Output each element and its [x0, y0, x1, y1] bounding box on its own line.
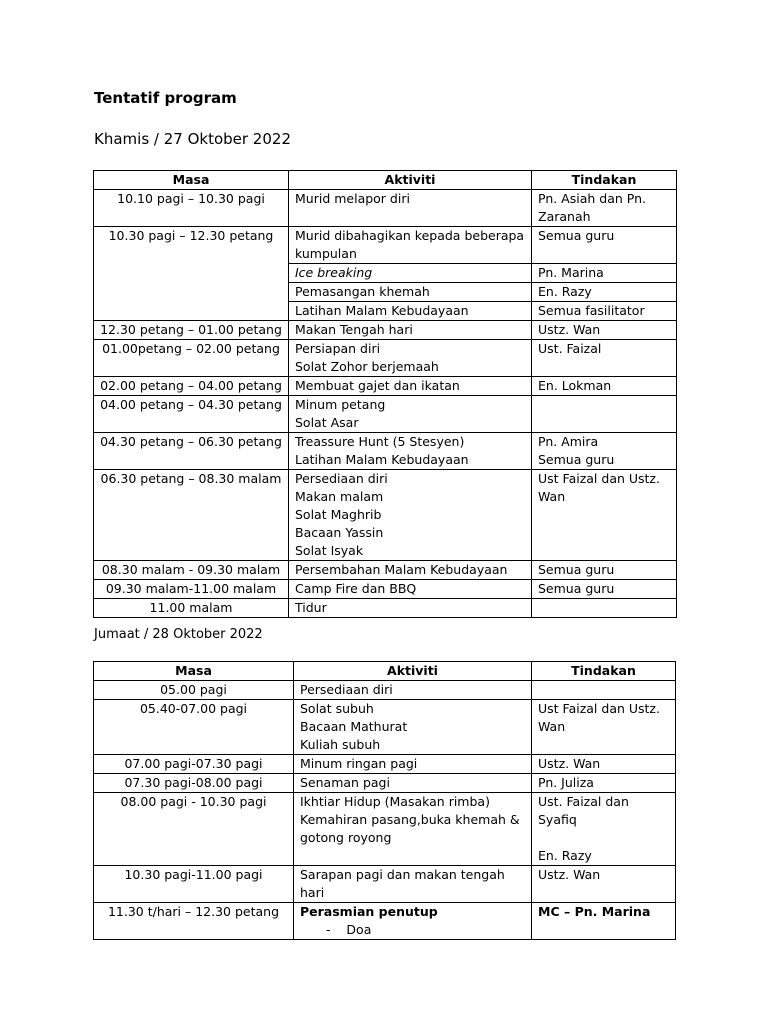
masa-cell: 11.00 malam: [94, 599, 289, 618]
aktiviti-cell: Sarapan pagi dan makan tengah hari: [294, 866, 532, 903]
aktiviti-cell: Persembahan Malam Kebudayaan: [289, 561, 532, 580]
dash-bullet: -: [326, 922, 331, 937]
spacer: [538, 829, 669, 847]
aktiviti-line: Bacaan Mathurat: [300, 719, 408, 734]
aktiviti-cell: Camp Fire dan BBQ: [289, 580, 532, 599]
table-row: [94, 433, 677, 470]
table-row: [94, 700, 676, 755]
table-row: [94, 793, 676, 866]
table-row: [94, 340, 677, 377]
aktiviti-cell: Tidur: [289, 599, 532, 618]
aktiviti-cell: [289, 396, 532, 433]
tindakan-cell: Ustz. Wan: [532, 755, 676, 774]
masa-cell: 07.30 pagi-08.00 pagi: [94, 774, 294, 793]
aktiviti-line: Persiapan diri: [295, 341, 381, 356]
header-masa: Masa: [94, 662, 294, 681]
tindakan-cell: Ustz. Wan: [532, 866, 676, 903]
aktiviti-cell: Latihan Malam Kebudayaan: [289, 302, 532, 321]
aktiviti-line: Ikhtiar Hidup (Masakan rimba): [300, 794, 490, 809]
masa-cell: 11.30 t/hari – 12.30 petang: [94, 903, 294, 940]
aktiviti-cell: [294, 903, 532, 940]
tindakan-cell: [532, 433, 677, 470]
header-tindakan: Tindakan: [532, 171, 677, 190]
table-row: [94, 561, 677, 580]
tindakan-cell: MC – Pn. Marina: [532, 903, 676, 940]
header-tindakan: Tindakan: [532, 662, 676, 681]
masa-cell: 10.30 pagi-11.00 pagi: [94, 866, 294, 903]
tindakan-cell: [532, 396, 677, 433]
day1-schedule-table: [93, 170, 677, 618]
tindakan-cell: Semua guru: [532, 227, 677, 264]
aktiviti-line: Solat subuh: [300, 701, 374, 716]
aktiviti-line: Treassure Hunt (5 Stesyen): [295, 434, 465, 449]
tindakan-cell: En. Razy: [532, 283, 677, 302]
masa-cell: 08.30 malam - 09.30 malam: [94, 561, 289, 580]
tindakan-cell: Ust. Faizal: [532, 340, 677, 377]
aktiviti-line: Bacaan Yassin: [295, 525, 384, 540]
header-aktiviti: Aktiviti: [289, 171, 532, 190]
tindakan-line: Pn. Amira: [538, 434, 599, 449]
aktiviti-line: Latihan Malam Kebudayaan: [295, 452, 469, 467]
tindakan-cell: Semua fasilitator: [532, 302, 677, 321]
aktiviti-line: Minum petang: [295, 397, 386, 412]
document-title: Tentatif program: [94, 89, 237, 107]
day1-heading: Khamis / 27 Oktober 2022: [94, 130, 291, 148]
aktiviti-line: Persediaan diri: [295, 471, 388, 486]
header-masa: Masa: [94, 171, 289, 190]
day2-heading: Jumaat / 28 Oktober 2022: [94, 627, 263, 642]
tindakan-cell: Pn. Marina: [532, 264, 677, 283]
table-row: [94, 681, 676, 700]
aktiviti-cell: Makan Tengah hari: [289, 321, 532, 340]
aktiviti-cell: Ice breaking: [289, 264, 532, 283]
aktiviti-line: Solat Maghrib: [295, 507, 382, 522]
table-row: [94, 377, 677, 396]
masa-cell: 02.00 petang – 04.00 petang: [94, 377, 289, 396]
aktiviti-line: Kuliah subuh: [300, 737, 381, 752]
tindakan-cell: Pn. Juliza: [532, 774, 676, 793]
tindakan-cell: En. Lokman: [532, 377, 677, 396]
masa-cell: 04.30 petang – 06.30 petang: [94, 433, 289, 470]
table-header-row: [94, 171, 677, 190]
aktiviti-cell: Senaman pagi: [294, 774, 532, 793]
table-row: [94, 774, 676, 793]
aktiviti-cell: Murid melapor diri: [289, 190, 532, 227]
table-row: [94, 755, 676, 774]
aktiviti-line: Kemahiran pasang,buka khemah & gotong royong: [300, 812, 520, 845]
table-row: [94, 866, 676, 903]
tindakan-line: Semua guru: [538, 452, 615, 467]
masa-cell: 12.30 petang – 01.00 petang: [94, 321, 289, 340]
tindakan-cell: Ustz. Wan: [532, 321, 677, 340]
aktiviti-cell: Minum ringan pagi: [294, 755, 532, 774]
masa-cell: 10.10 pagi – 10.30 pagi: [94, 190, 289, 227]
table-header-row: [94, 662, 676, 681]
table-row: [94, 321, 677, 340]
masa-cell: 05.00 pagi: [94, 681, 294, 700]
masa-cell: 07.00 pagi-07.30 pagi: [94, 755, 294, 774]
table-row: [94, 227, 677, 264]
table-row: [94, 190, 677, 227]
aktiviti-line: Perasmian penutup: [300, 904, 438, 919]
tindakan-cell: Pn. Asiah dan Pn. Zaranah: [532, 190, 677, 227]
table-row: [94, 903, 676, 940]
tindakan-cell: Ust Faizal dan Ustz. Wan: [532, 700, 676, 755]
tindakan-line: En. Razy: [538, 848, 592, 863]
aktiviti-cell: [289, 470, 532, 561]
aktiviti-cell: Persediaan diri: [294, 681, 532, 700]
aktiviti-line: Solat Zohor berjemaah: [295, 359, 439, 374]
tindakan-cell: [532, 793, 676, 866]
masa-cell: 10.30 pagi – 12.30 petang: [94, 227, 289, 321]
tindakan-cell: Semua guru: [532, 561, 677, 580]
masa-cell: 09.30 malam-11.00 malam: [94, 580, 289, 599]
aktiviti-cell: [289, 433, 532, 470]
aktiviti-line: Doa: [346, 922, 372, 937]
tindakan-line: Ust. Faizal dan Syafiq: [538, 794, 629, 827]
tindakan-cell: Semua guru: [532, 580, 677, 599]
masa-cell: 01.00petang – 02.00 petang: [94, 340, 289, 377]
table-row: [94, 396, 677, 433]
masa-cell: 05.40-07.00 pagi: [94, 700, 294, 755]
aktiviti-cell: Murid dibahagikan kepada beberapa kumpulan: [289, 227, 532, 264]
aktiviti-cell: Membuat gajet dan ikatan: [289, 377, 532, 396]
tindakan-cell: [532, 599, 677, 618]
masa-cell: 08.00 pagi - 10.30 pagi: [94, 793, 294, 866]
table-row: [94, 580, 677, 599]
tindakan-cell: Ust Faizal dan Ustz. Wan: [532, 470, 677, 561]
aktiviti-line: Solat Isyak: [295, 543, 364, 558]
day2-schedule-table: [93, 661, 676, 940]
header-aktiviti: Aktiviti: [294, 662, 532, 681]
aktiviti-line: Makan malam: [295, 489, 384, 504]
tindakan-cell: [532, 681, 676, 700]
aktiviti-cell: Pemasangan khemah: [289, 283, 532, 302]
aktiviti-cell: [289, 340, 532, 377]
aktiviti-cell: [294, 700, 532, 755]
masa-cell: 06.30 petang – 08.30 malam: [94, 470, 289, 561]
aktiviti-cell: [294, 793, 532, 866]
aktiviti-subline: [300, 921, 525, 939]
table-row: [94, 599, 677, 618]
table-row: [94, 470, 677, 561]
masa-cell: 04.00 petang – 04.30 petang: [94, 396, 289, 433]
aktiviti-line: Solat Asar: [295, 415, 359, 430]
